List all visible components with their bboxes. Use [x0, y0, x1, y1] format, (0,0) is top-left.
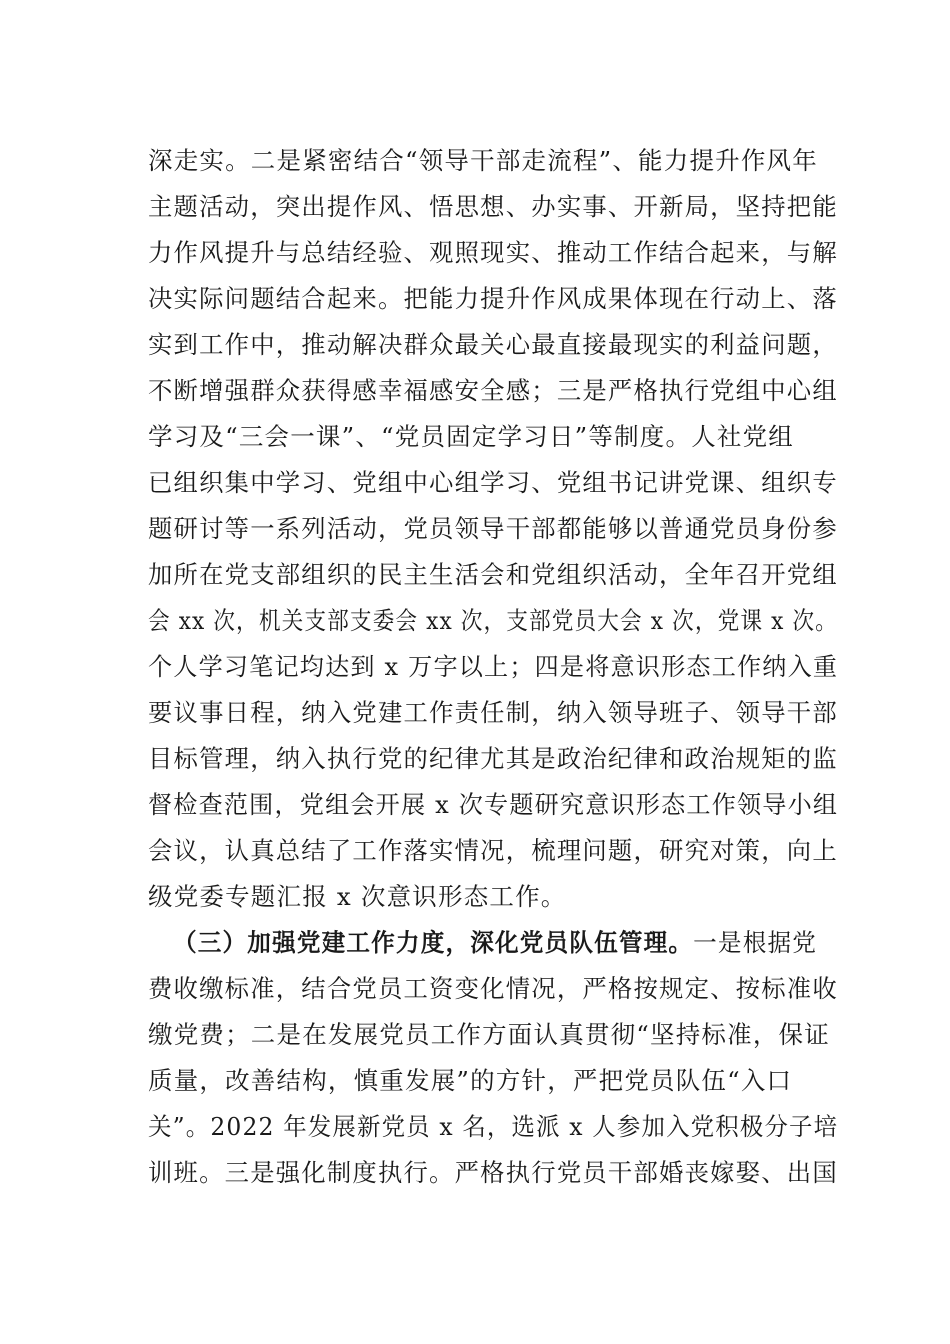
- text-line: 费收缴标准，结合党员工资变化情况，严格按规定、按标准收: [148, 974, 838, 1003]
- text-line: 关”。2022 年发展新党员 x 名，选派 x 人参加入党积极分子培: [148, 1112, 839, 1141]
- text-line: 训班。三是强化制度执行。严格执行党员干部婚丧嫁娶、出国: [148, 1158, 838, 1187]
- text-line: 决实际问题结合起来。把能力提升作风成果体现在行动上、落: [148, 284, 838, 313]
- text-line: 主题活动，突出提作风、悟思想、办实事、开新局，坚持把能: [148, 192, 838, 221]
- text-line: 实到工作中，推动解决群众最关心最直接最现实的利益问题，: [148, 330, 838, 359]
- text-line: 题研讨等一系列活动，党员领导干部都能够以普通党员身份参: [148, 514, 838, 543]
- text-line: 督检查范围，党组会开展 x 次专题研究意识形态工作领导小组: [148, 790, 839, 819]
- text-line: 深走实。二是紧密结合“领导干部走流程”、能力提升作风年: [148, 146, 818, 175]
- text-line: 要议事日程，纳入党建工作责任制，纳入领导班子、领导干部: [148, 698, 838, 727]
- text-line: 加所在党支部组织的民主生活会和党组织活动，全年召开党组: [148, 560, 838, 589]
- text-line: 不断增强群众获得感幸福感安全感；三是严格执行党组中心组: [148, 376, 838, 405]
- text-line: 已组织集中学习、党组中心组学习、党组书记讲党课、组织专: [148, 468, 838, 497]
- text-line: 目标管理，纳入执行党的纪律尤其是政治纪律和政治规矩的监: [148, 744, 838, 773]
- text-line: 质量，改善结构，慎重发展”的方针，严把党员队伍“入口: [148, 1066, 793, 1095]
- text-run: 一是根据党: [693, 928, 818, 957]
- section-heading-line: [173, 928, 838, 958]
- text-line: 会 xx 次，机关支部支委会 xx 次，支部党员大会 x 次，党课 x 次。: [148, 606, 838, 635]
- text-line: 学习及“三会一课”、“党员固定学习日”等制度。人社党组: [148, 422, 794, 451]
- text-line: 个人学习笔记均达到 x 万字以上；四是将意识形态工作纳入重: [148, 652, 839, 681]
- text-line: 级党委专题汇报 x 次意识形态工作。: [148, 882, 567, 911]
- text-line: 缴党费；二是在发展党员工作方面认真贯彻“坚持标准，保证: [148, 1020, 830, 1049]
- section-heading: （三）加强党建工作力度，深化党员队伍管理。: [173, 928, 694, 957]
- text-line: 力作风提升与总结经验、观照现实、推动工作结合起来，与解: [148, 238, 838, 267]
- text-line: 会议，认真总结了工作落实情况，梳理问题，研究对策，向上: [148, 836, 838, 865]
